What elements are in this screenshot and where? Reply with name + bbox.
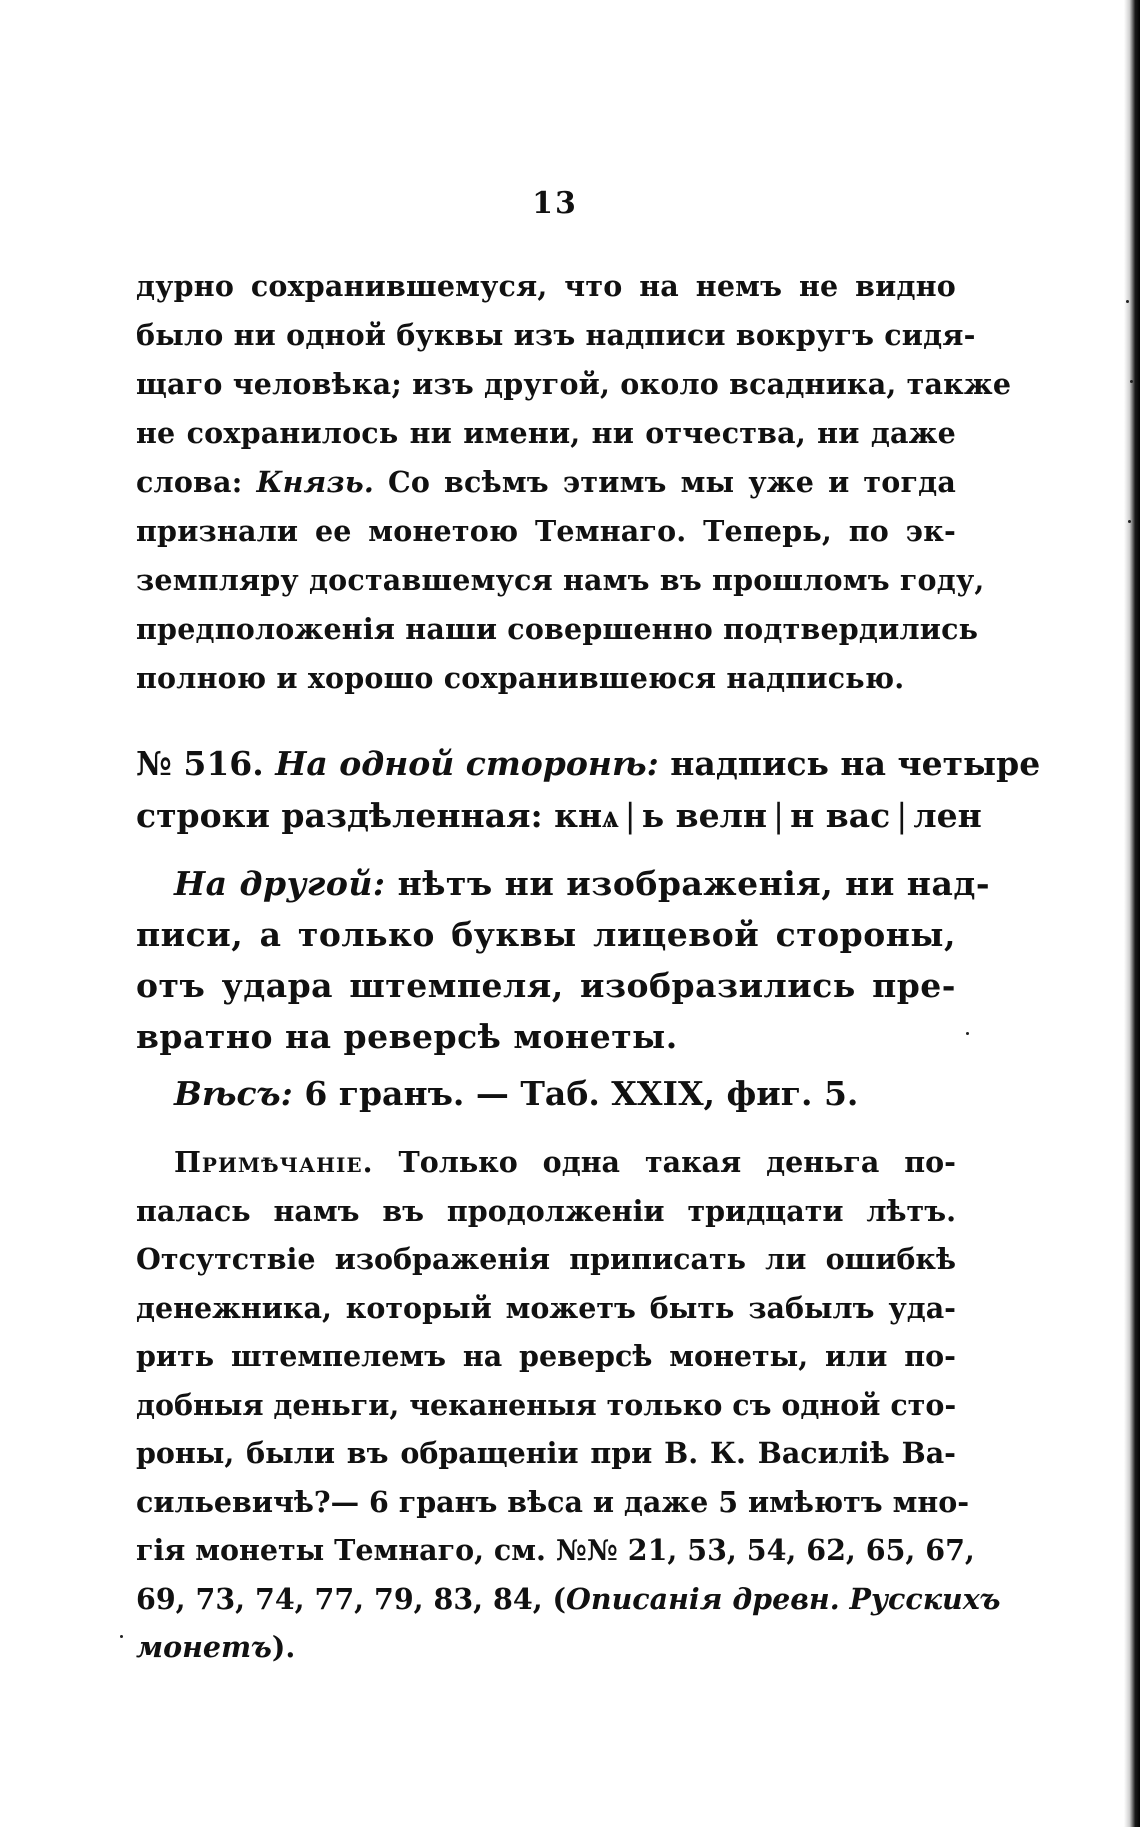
paragraph-continuation (136, 262, 1012, 703)
text-line: дурно сохранившемуся, что на немъ не видно (136, 269, 956, 303)
text-line: Отсутствіе изображенія приписать ли ошибкѣ (136, 1242, 956, 1276)
text-line: писи, а только буквы лицевой стороны, (136, 915, 956, 954)
page-number: 13 (532, 186, 578, 221)
text-line: палась намъ въ продолженіи тридцати лѣтъ. (136, 1193, 956, 1228)
text-line: На другой: нѣтъ ни изображенія, ни над- (174, 864, 991, 903)
obverse-label: На одной сторонѣ: (275, 744, 659, 783)
speck (966, 1032, 969, 1035)
text-line: полною и хорошо сохранившеюся надписью. (136, 661, 905, 695)
citation: монетъ (136, 1630, 272, 1664)
text-line: добныя деньги, чеканеныя только съ одной сто- (136, 1387, 957, 1422)
inscription-part: кнѧ (554, 796, 619, 835)
italic-word: Князь. (256, 465, 374, 499)
inscription-part: ь велн (641, 796, 768, 835)
text-line: Вѣсъ: 6 гранъ. — Таб. XXIX, фиг. 5. (174, 1074, 859, 1113)
speck (120, 1635, 123, 1638)
entry-line-1: № 516. На одной сторонѣ: надпись на четыре (136, 744, 1041, 783)
text-line: монетъ). (136, 1630, 296, 1664)
page-edge-shadow (1124, 0, 1140, 1827)
entry-number: № 516. (136, 744, 264, 783)
coin-entry (136, 738, 1041, 842)
text-line: слова: Князь. Со всѣмъ этимъ мы уже и тогда (136, 465, 956, 499)
note-paragraph (136, 1138, 1001, 1672)
text-line: сильевичѣ?— 6 гранъ вѣса и даже 5 имѣютъ мно- (136, 1484, 970, 1519)
text-line: роны, были въ обращеніи при В. К. Василіѣ Ва- (136, 1436, 956, 1470)
weight-label: Вѣсъ: (174, 1074, 293, 1113)
text-line: денежника, который можетъ быть забылъ уда- (136, 1290, 956, 1325)
text-line: отъ удара штемпеля, изобразились пре- (136, 966, 956, 1005)
weight-line (136, 1068, 956, 1120)
text-line: щаго человѣка; изъ другой, около всадника, также (136, 367, 1012, 401)
speck (1130, 380, 1133, 383)
citation: Описанія древн. Русскихъ (566, 1581, 1001, 1616)
text-line: Примѣчаніе. Только одна такая деньга по- (174, 1145, 956, 1179)
text-line: предположенія наши совершенно подтвердились (136, 612, 979, 646)
entry-line-2: строки раздѣленная: кнѧ | ь велн | н вас | лен (136, 796, 982, 835)
reverse-description (136, 858, 991, 1062)
speck (1126, 300, 1129, 303)
text-line: рить штемпелемъ на реверсѣ монеты, или по- (136, 1339, 956, 1373)
note-label: Примѣчаніе. (174, 1145, 374, 1179)
text-line: было ни одной буквы изъ надписи вокругъ сидя- (136, 318, 976, 352)
inscription-part: лен (913, 796, 982, 835)
text-line: признали ее монетою Темнаго. Теперь, по эк- (136, 514, 956, 548)
text-line: земпляру доставшемуся намъ въ прошломъ году, (136, 563, 985, 597)
reverse-label: На другой: (174, 864, 386, 903)
speck (1128, 520, 1131, 523)
text-line: 69, 73, 74, 77, 79, 83, 84, (Описанія древн. Русскихъ (136, 1581, 1001, 1616)
text-line: не сохранилось ни имени, ни отчества, ни даже (136, 416, 956, 450)
text-line: гія монеты Темнаго, см. №№ 21, 53, 54, 62, 65, 67, (136, 1533, 975, 1567)
inscription-part: н вас (790, 796, 891, 835)
text-line: вратно на реверсѣ монеты. (136, 1017, 678, 1056)
